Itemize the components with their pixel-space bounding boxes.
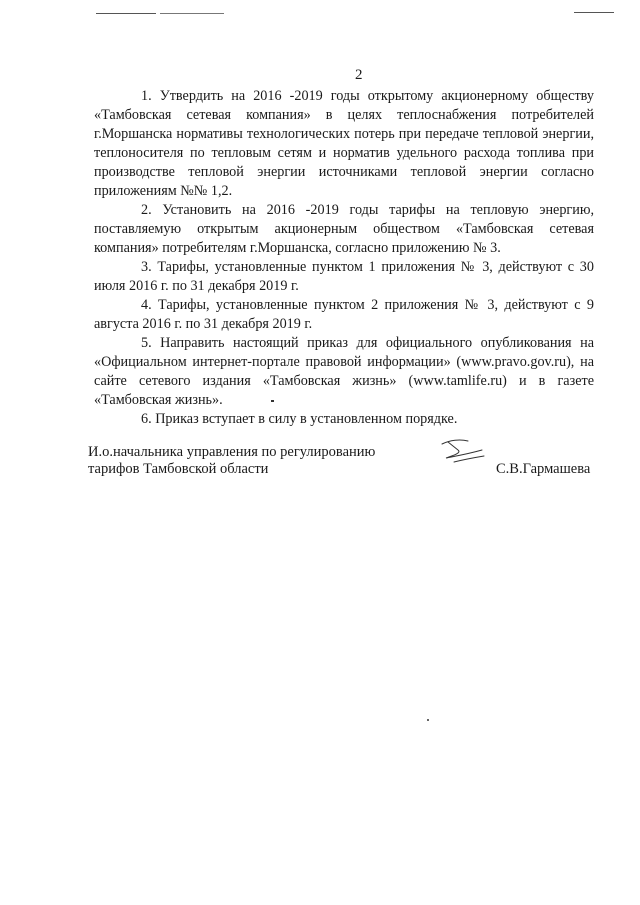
paragraph-3: 3. Тарифы, установленные пунктом 1 приложения № 3, действуют с 30 июля 2016 г. по 31 декабря 2019 г. <box>94 259 594 294</box>
paragraph-6: 6. Приказ вступает в силу в установленном порядке. <box>141 411 458 427</box>
page-number: 2 <box>355 67 363 83</box>
signatory-title <box>88 444 418 478</box>
paragraph-2: 2. Установить на 2016 -2019 годы тарифы на тепловую энергию, поставляемую открытым акционерным обществом «Тамбовская сетевая компания» потребителям г.Моршанска, согласно приложению № 3. <box>94 202 594 256</box>
signatory-title-line: тарифов Тамбовской области <box>88 461 269 477</box>
signatory-name: С.В.Гармашева <box>496 461 591 477</box>
handwritten-signature <box>438 436 488 474</box>
paragraph-5: 5. Направить настоящий приказ для официального опубликования на «Официальном интернет-портале правовой информации» (www.pravo.gov.ru), на сайте сетевого издания «Тамбовская жизнь» (www.tamlife.ru) и в газете «Тамбовская жизнь». <box>94 335 594 408</box>
scan-artifact <box>96 13 156 14</box>
scan-artifact <box>427 719 429 721</box>
scan-artifact <box>574 12 614 13</box>
order-body <box>94 87 594 429</box>
signatory-title-line: И.о.начальника управления по регулированию <box>88 444 376 460</box>
paragraph-4: 4. Тарифы, установленные пунктом 2 приложения № 3, действуют с 9 августа 2016 г. по 31 декабря 2019 г. <box>94 297 594 332</box>
paragraph-1: 1. Утвердить на 2016 -2019 годы открытому акционерному обществу «Тамбовская сетевая компания» в целях теплоснабжения потребителей г.Моршанска нормативы технологических потерь при передаче тепловой энергии, теплоносителя по тепловым сетям и норматив удельного расхода топлива при производстве тепловой энергии источниками тепловой энергии согласно приложениям №№ 1,2. <box>94 88 594 199</box>
scan-artifact <box>160 13 224 14</box>
scan-artifact <box>271 400 274 402</box>
